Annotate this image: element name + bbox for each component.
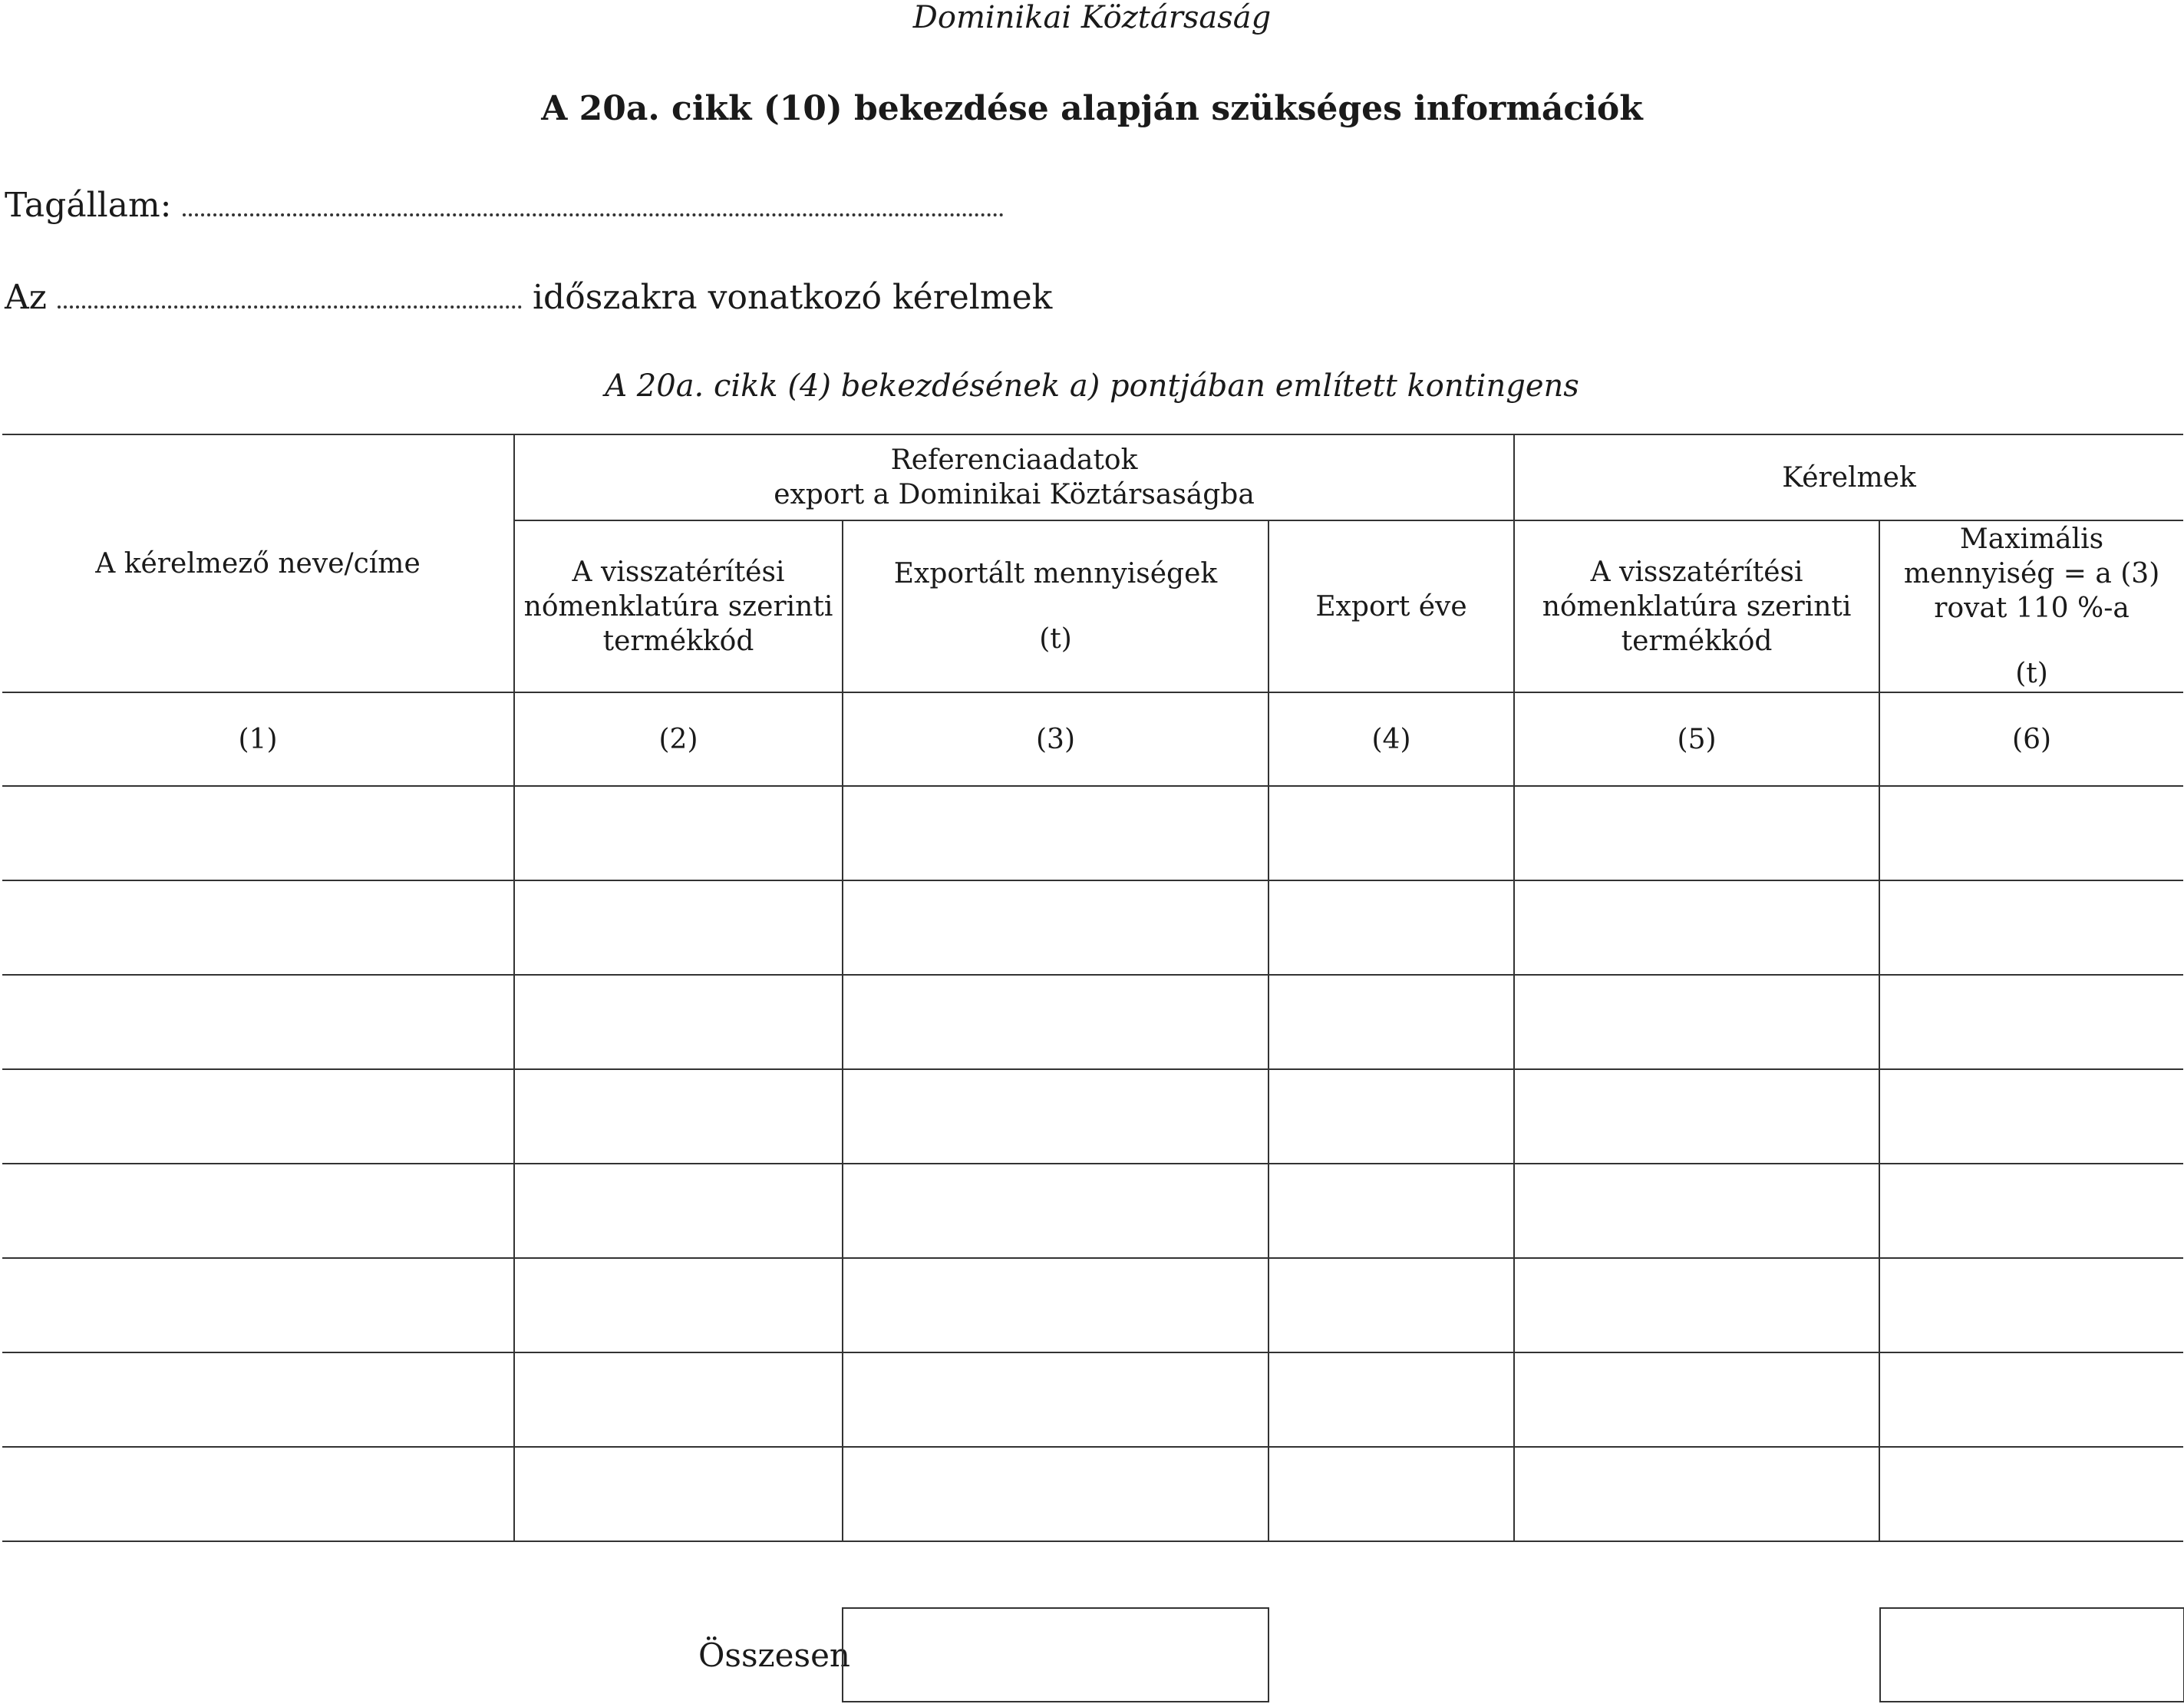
column-number-row [2, 692, 2183, 786]
period-suffix: időszakra vonatkozó kérelmek [532, 278, 1053, 317]
table-cell[interactable] [1879, 1258, 2183, 1352]
table-cell[interactable] [514, 1352, 843, 1447]
reference-line-1: Referenciaadatok [890, 444, 1138, 476]
reference-line-2: export a Dominikai Köztársaságba [774, 479, 1255, 510]
table-cell[interactable] [843, 786, 1269, 880]
exported-qty-label: Exportált mennyiségek [893, 558, 1218, 589]
column-number: (1) [2, 692, 514, 786]
header-row-groups [2, 434, 2183, 520]
header-max-qty [1879, 520, 2183, 692]
table-cell[interactable] [514, 975, 843, 1069]
table-cell[interactable] [1514, 880, 1879, 975]
table-cell[interactable] [514, 1164, 843, 1258]
table-cell[interactable] [1269, 1258, 1514, 1352]
max-qty-unit: (t) [2015, 658, 2048, 689]
header-refund-code-req: A visszatérítési nómenklatúra szerinti termékkód [1514, 520, 1879, 692]
table-cell[interactable] [1879, 1352, 2183, 1447]
table-cell[interactable] [2, 786, 514, 880]
period-field [5, 278, 1052, 317]
total-exported-qty-box[interactable] [842, 1607, 1269, 1702]
table-cell[interactable] [2, 1447, 514, 1541]
table-cell[interactable] [1269, 1447, 1514, 1541]
column-number: (2) [514, 692, 843, 786]
member-state-blank[interactable] [183, 213, 1004, 216]
column-number: (4) [1269, 692, 1514, 786]
table-cell[interactable] [1514, 1258, 1879, 1352]
table-cell[interactable] [2, 1164, 514, 1258]
member-state-field [5, 186, 1004, 225]
table-cell[interactable] [1269, 975, 1514, 1069]
table-cell[interactable] [843, 880, 1269, 975]
table-cell[interactable] [1514, 975, 1879, 1069]
member-state-label: Tagállam: [5, 186, 172, 225]
table-cell[interactable] [1269, 786, 1514, 880]
table-cell[interactable] [1514, 786, 1879, 880]
header-exported-qty [843, 520, 1269, 692]
header-group-requests: Kérelmek [1514, 434, 2183, 520]
table-row [2, 1352, 2183, 1447]
table-cell[interactable] [2, 1352, 514, 1447]
table-row [2, 880, 2183, 975]
table-cell[interactable] [843, 1258, 1269, 1352]
table-cell[interactable] [2, 1069, 514, 1164]
table-cell[interactable] [2, 1258, 514, 1352]
table-cell[interactable] [2, 880, 514, 975]
table-cell[interactable] [1269, 1164, 1514, 1258]
table-cell[interactable] [1879, 880, 2183, 975]
exported-qty-unit: (t) [1039, 623, 1072, 655]
table-cell[interactable] [514, 1069, 843, 1164]
table-cell[interactable] [843, 1069, 1269, 1164]
table-cell[interactable] [1879, 1447, 2183, 1541]
table-cell[interactable] [1879, 975, 2183, 1069]
table-cell[interactable] [1514, 1164, 1879, 1258]
table-row [2, 1258, 2183, 1352]
country-heading: Dominikai Köztársaság [912, 0, 1272, 35]
table-cell[interactable] [1879, 1164, 2183, 1258]
table-cell[interactable] [843, 1164, 1269, 1258]
period-prefix: Az [5, 278, 47, 317]
table-caption: A 20a. cikk (4) bekezdésének a) pontjában említett kontingens [605, 368, 1579, 404]
table-cell[interactable] [1879, 1069, 2183, 1164]
table-row [2, 1164, 2183, 1258]
header-group-reference [514, 434, 1514, 520]
table-cell[interactable] [2, 975, 514, 1069]
table-cell[interactable] [1269, 880, 1514, 975]
total-label: Összesen [698, 1636, 850, 1674]
table-cell[interactable] [1879, 786, 2183, 880]
table-cell[interactable] [843, 1352, 1269, 1447]
header-export-year: Export éve [1269, 520, 1514, 692]
period-blank[interactable] [58, 305, 522, 309]
max-qty-label: Maximális mennyiség = a (3) rovat 110 %-a [1903, 523, 2160, 624]
table-cell[interactable] [843, 1447, 1269, 1541]
table-row [2, 975, 2183, 1069]
table-cell[interactable] [1269, 1069, 1514, 1164]
table-cell[interactable] [1269, 1352, 1514, 1447]
table-row [2, 1447, 2183, 1541]
table-cell[interactable] [1514, 1352, 1879, 1447]
table-row [2, 1069, 2183, 1164]
table-cell[interactable] [514, 1447, 843, 1541]
quota-table [2, 434, 2183, 1542]
table-cell[interactable] [1514, 1069, 1879, 1164]
header-refund-code-ref: A visszatérítési nómenklatúra szerinti termékkód [514, 520, 843, 692]
column-number: (6) [1879, 692, 2183, 786]
column-number: (5) [1514, 692, 1879, 786]
table-cell[interactable] [1514, 1447, 1879, 1541]
table-cell[interactable] [514, 1258, 843, 1352]
table-cell[interactable] [843, 975, 1269, 1069]
column-number: (3) [843, 692, 1269, 786]
page-title: A 20a. cikk (10) bekezdése alapján szükséges információk [541, 89, 1643, 128]
table-cell[interactable] [514, 880, 843, 975]
table-row [2, 786, 2183, 880]
table-cell[interactable] [514, 786, 843, 880]
total-max-qty-box[interactable] [1879, 1607, 2184, 1702]
header-applicant: A kérelmező neve/címe [2, 434, 514, 692]
